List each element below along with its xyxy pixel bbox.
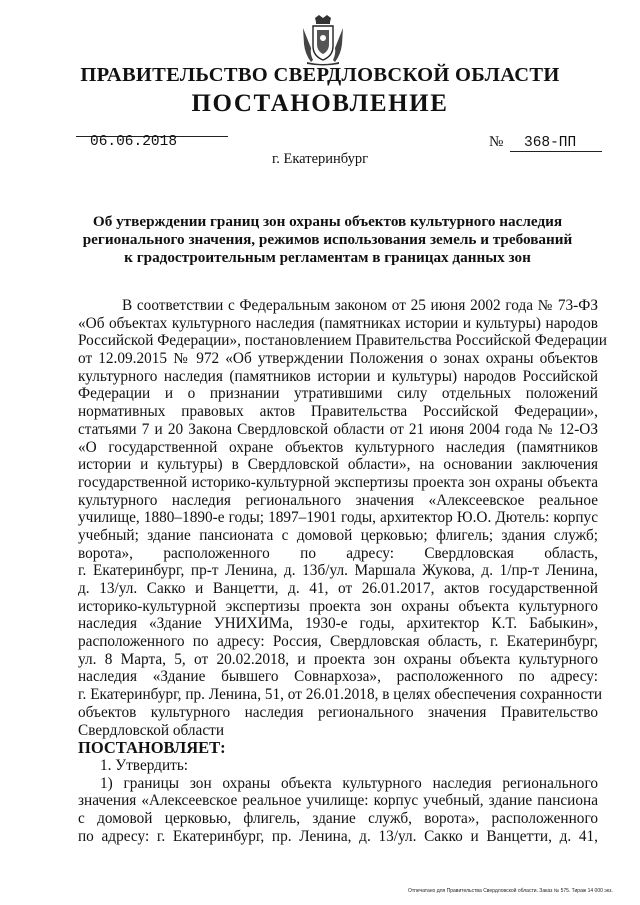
government-title: ПРАВИТЕЛЬСТВО СВЕРДЛОВСКОЙ ОБЛАСТИ [80,64,560,86]
clause-1-1-line: 1) границы зон охраны объекта культурного наследия регионального [100,774,598,792]
preamble-line: историко-культурной экспертизы проекта зон охраны объекта культурного [78,597,598,615]
document-body [78,297,607,845]
preamble-line: училище, 1880–1890-е годы; 1897–1901 годы, архитектор Ю.О. Дютель: корпус [78,509,598,527]
number-sign: № [489,134,504,150]
preamble-line: ул. 8 Марта, 5, от 20.02.2018, и проекта зон охраны объекта культурного [78,650,598,668]
preamble-line: объектов культурного наследия регионального значения Правительство [78,703,598,721]
document-subject [70,213,585,267]
preamble-line: г. Екатеринбург, пр-т Ленина, д. 13б/ул. Маршала Жукова, д. 1/пр-т Ленина, [78,562,598,580]
subject-line: к градостроительным регламентам в границах данных зон [124,249,531,266]
preamble-line: «Об объектах культурного наследия (памятниках истории и культуры) народов [78,314,598,332]
coat-of-arms-icon [301,14,345,66]
preamble-line: «О государственной охране объектов культурного наследия (памятников [78,438,598,456]
clause-1-1-line: по адресу: г. Екатеринбург, пр. Ленина, д. 13/ул. Сакко и Ванцетти, д. 41, [78,827,598,845]
clause-1: 1. Утвердить: [100,756,189,774]
preamble-line: ворота», расположенного по адресу: Свердловская область, [78,544,598,562]
preamble-line: г. Екатеринбург, пр. Ленина, 51, от 26.01.2018, в целях обеспечения сохранности [78,686,603,704]
document-type: ПОСТАНОВЛЕНИЕ [191,90,449,117]
preamble-line: культурного наследия регионального значения «Алексеевское реальное [78,491,598,509]
preamble-line: наследия «Здание бывшего Совнархоза», расположенного по адресу: [78,668,598,686]
preamble-line: культурного наследия (памятников истории и культуры) народов Российской [78,367,598,385]
document-city: г. Екатеринбург [271,151,369,167]
preamble-line: учебный; здание пансионата с домовой церковью; флигель; здания служб; [78,526,598,544]
clause-1-1-line: значения «Алексеевское реальное училище: корпус учебный, здание пансиона [78,792,598,810]
preamble-line: В соответствии с Федеральным законом от 25 июня 2002 года № 73-ФЗ [122,297,598,314]
preamble-line: расположенного по адресу: Россия, Свердловская область, г. Екатеринбург, [78,633,598,651]
preamble-line: д. 13/ул. Сакко и Ванцетти, д. 41, от 26.01.2017, актов государственной [78,580,598,597]
preamble-line: Свердловской области [78,721,225,739]
clause-1-1-line: с домовой церковью, флигель, здание служб, ворота», расположенного [78,809,598,827]
print-footer: Отпечатано для Правительства Свердловской области. Заказ № 575. Тираж 14 000 экз. [408,888,613,894]
preamble-line: Российской Федерации», постановлением Правительства Российской Федерации [78,332,607,350]
preamble-line: статьями 7 и 20 Закона Свердловской области от 21 июня 2004 года № 12-ОЗ [78,420,598,438]
document-date: 06.06.2018 [90,134,178,150]
subject-line: Об утверждении границ зон охраны объектов культурного наследия [92,213,563,230]
preamble-line: нормативных правовых актов Правительства Российской Федерации», [78,403,598,421]
decree-heading: ПОСТАНОВЛЯЕТ: [78,738,226,758]
document-number: 368-ПП [524,135,577,151]
preamble-line: Федерации и о признании утратившими силу отдельных положений [78,385,598,403]
subject-line: регионального значения, режимов использования земель и требований [82,231,573,248]
preamble-line: от 12.09.2015 № 972 «Об утверждении Положения о зонах охраны объектов [78,350,598,368]
preamble-line: государственной историко-культурной экспертизы проекта зон охраны объекта [78,473,598,491]
preamble-line: истории и культуры) в Свердловской области», на основании заключения [78,456,598,474]
preamble-line: наследия «Здание УНИХИМа, 1930-е годы, архитектор К.Т. Бабыкин», [78,615,598,633]
